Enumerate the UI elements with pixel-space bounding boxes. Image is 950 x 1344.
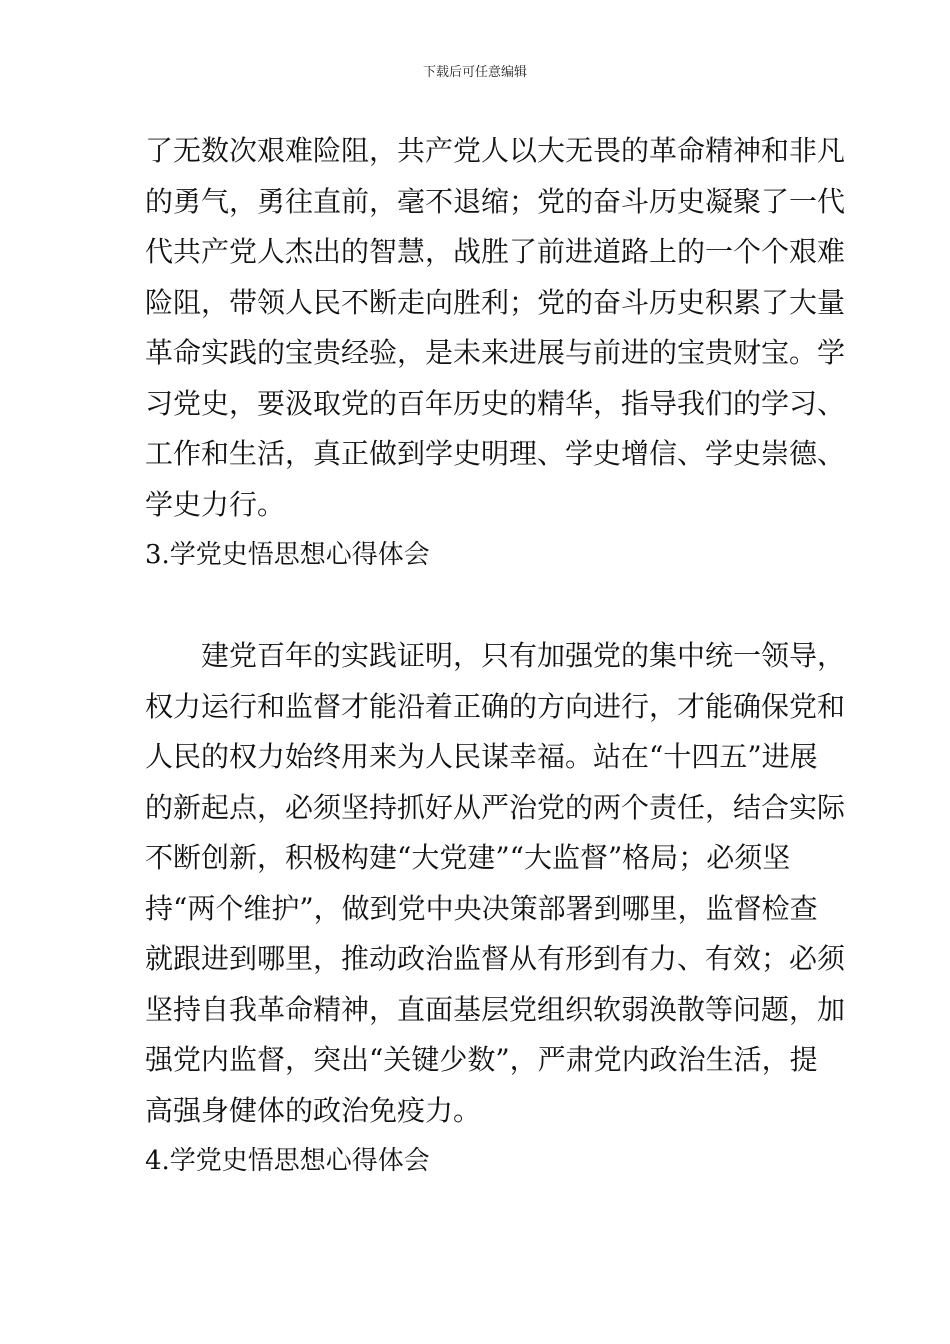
- paragraph-2: [145, 631, 846, 1136]
- paragraph-line: 险阻，带领人民不断走向胜利；党的奋斗历史积累了大量: [145, 285, 846, 319]
- paragraph-line: 不断创新，积极构建“大党建”“大监督”格局；必须坚: [145, 841, 791, 874]
- paragraph-line: 学史力行。: [145, 487, 286, 521]
- document-body: [145, 126, 846, 1187]
- paragraph-line: 坚持自我革命精神，直面基层党组织软弱涣散等问题，加: [145, 992, 846, 1026]
- paragraph-line: 强党内监督，突出“关键少数”，严肃党内政治生活，提: [145, 1043, 818, 1076]
- blank-line: [145, 581, 810, 632]
- paragraph-1: [145, 126, 846, 530]
- paragraph-line: 习党史，要汲取党的百年历史的精华，指导我们的学习、: [145, 386, 846, 420]
- paragraph-line: 持“两个维护”，做到党中央决策部署到哪里，监督检查: [145, 891, 818, 925]
- paragraph-line: 高强身健体的政治免疫力。: [145, 1093, 482, 1127]
- paragraph-line: 的新起点，必须坚持抓好从严治党的两个责任，结合实际: [145, 790, 846, 824]
- paragraph-line: 权力运行和监督才能沿着正确的方向进行，才能确保党和: [145, 689, 846, 723]
- section-heading-4: 4.学党史悟思想心得体会: [145, 1146, 430, 1176]
- paragraph-line: 革命实践的宝贵经验，是未来进展与前进的宝贵财宝。学: [145, 336, 846, 369]
- paragraph-line: 的勇气，勇往直前，毫不退缩；党的奋斗历史凝聚了一代: [145, 184, 846, 218]
- paragraph-line: 代共产党人杰出的智慧，战胜了前进道路上的一个个艰难: [145, 235, 846, 268]
- paragraph-line: 建党百年的实践证明，只有加强党的集中统一领导，: [201, 639, 846, 672]
- paragraph-line: 就跟进到哪里，推动政治监督从有形到有力、有效；必须: [145, 942, 846, 975]
- paragraph-line: 了无数次艰难险阻，共产党人以大无畏的革命精神和非凡: [145, 134, 846, 167]
- page-header-note: 下载后可任意编辑: [422, 65, 527, 80]
- section-heading-3: 3.学党史悟思想心得体会: [145, 540, 430, 570]
- paragraph-line: 人民的权力始终用来为人民谋幸福。站在“十四五”进展: [145, 740, 818, 773]
- paragraph-line: 工作和生活，真正做到学史明理、学史增信、学史崇德、: [145, 437, 846, 470]
